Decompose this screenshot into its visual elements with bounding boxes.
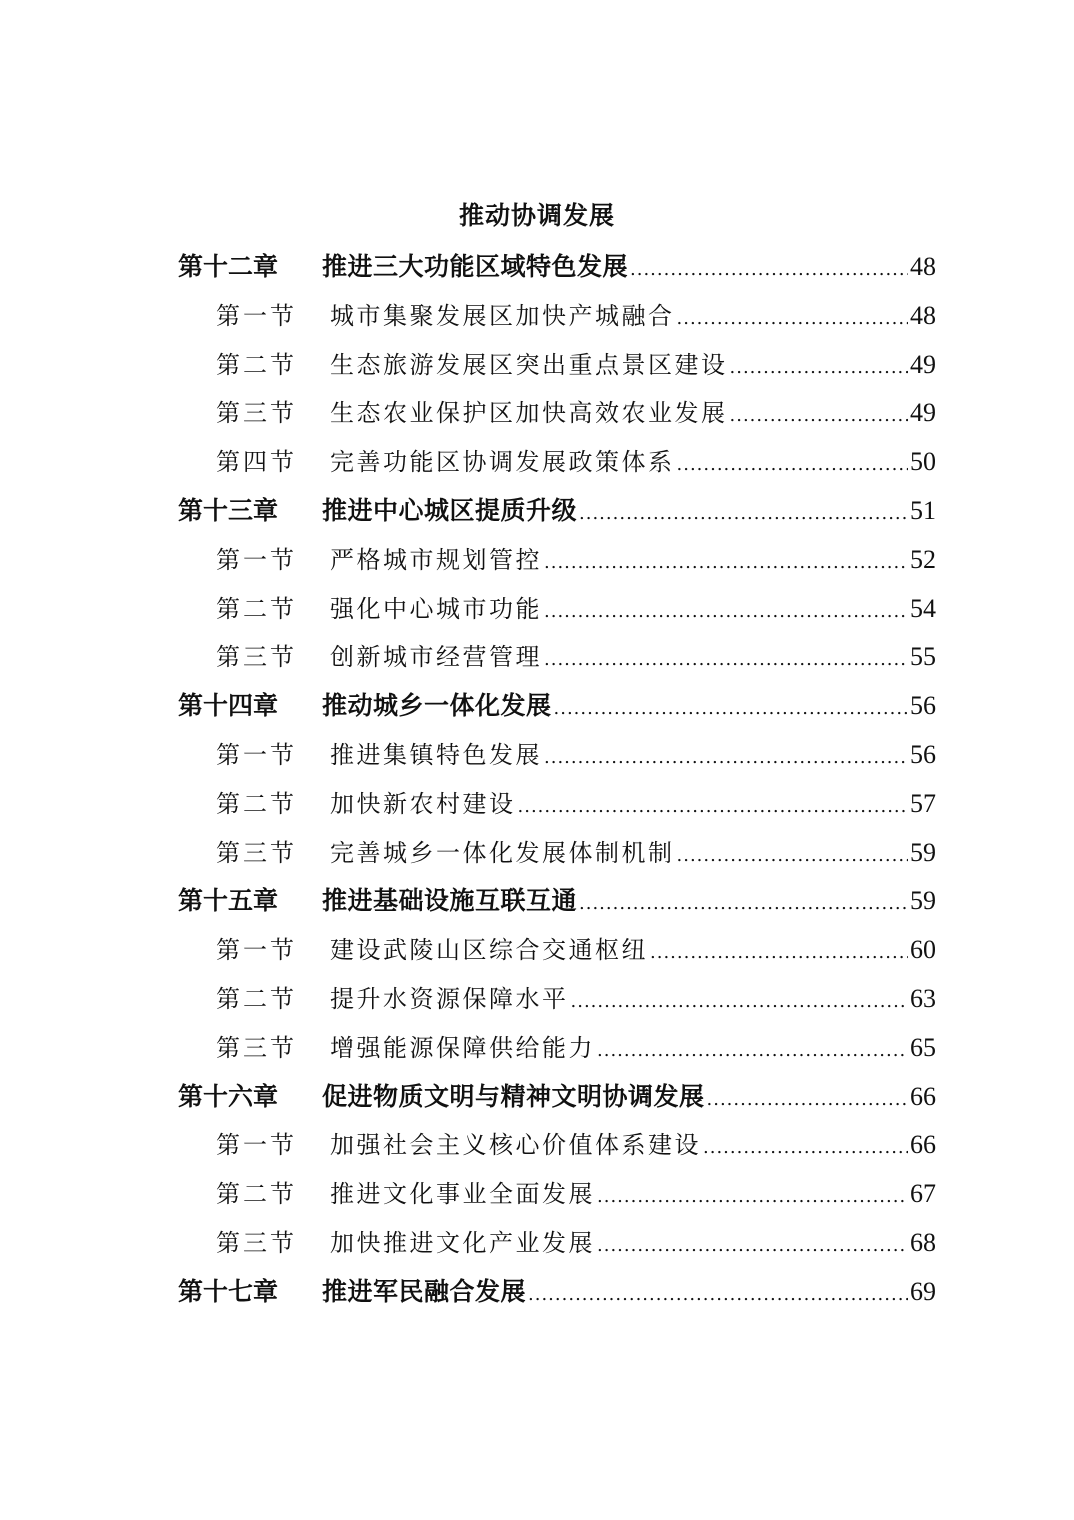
chapter-number: 第十七章 [178,1276,279,1306]
page-number: 48 [910,300,936,330]
page-number: 60 [910,935,936,965]
section-number: 第二节 [216,984,297,1013]
section-title: 加强社会主义核心价值体系建设 [330,1131,701,1160]
toc-section-entry[interactable] [178,1121,936,1170]
chapter-number: 第十四章 [178,691,279,721]
section-number: 第三节 [216,399,297,428]
section-title: 加快推进文化产业发展 [330,1228,595,1257]
toc-section-entry[interactable] [178,292,936,341]
page-number: 63 [910,983,936,1013]
chapter-number: 第十六章 [178,1081,279,1111]
chapter-title: 推进军民融合发展 [322,1276,527,1306]
dot-leader [597,1027,908,1076]
page-number: 48 [910,252,936,281]
dot-leader [677,832,909,881]
section-title: 完善功能区协调发展政策体系 [330,448,675,477]
dot-leader [518,783,909,832]
chapter-number: 第十五章 [178,886,279,916]
toc-chapter-entry[interactable] [178,243,936,292]
page-number: 57 [910,788,936,818]
toc-section-entry[interactable] [178,1024,936,1073]
table-of-contents [178,243,936,1317]
section-title: 生态旅游发展区突出重点景区建设 [330,350,728,379]
page-number: 50 [910,447,936,477]
toc-section-entry[interactable] [178,780,936,829]
dot-leader [677,441,909,490]
chapter-number: 第十三章 [178,495,279,525]
page-number: 67 [910,1179,936,1209]
page-number: 52 [910,544,936,574]
section-title: 提升水资源保障水平 [330,984,569,1013]
chapter-title: 推进中心城区提质升级 [322,495,578,525]
dot-leader [597,1173,908,1222]
dot-leader [650,929,908,978]
toc-chapter-entry[interactable] [178,1073,936,1122]
toc-section-entry[interactable] [178,1170,936,1219]
page-number: 54 [910,593,936,623]
dot-leader [528,1271,908,1320]
page-number: 66 [910,1130,936,1160]
toc-chapter-entry[interactable] [178,682,936,731]
section-number: 第一节 [216,936,297,965]
section-title: 创新城市经营管理 [330,643,542,672]
section-title: 推进文化事业全面发展 [330,1180,595,1209]
section-title: 生态农业保护区加快高效农业发展 [330,399,728,428]
page-number: 49 [910,398,936,428]
toc-section-entry[interactable] [178,341,936,390]
dot-leader [677,295,909,344]
toc-chapter-entry[interactable] [178,1268,936,1317]
page-number: 69 [910,1276,936,1306]
dot-leader [730,344,909,393]
page-number: 56 [910,739,936,769]
page-number: 49 [910,349,936,379]
section-number: 第三节 [216,1033,297,1062]
section-number: 第二节 [216,1180,297,1209]
chapter-title: 推进三大功能区域特色发展 [322,252,629,281]
dot-leader [544,734,908,783]
page-number: 68 [910,1227,936,1257]
dot-leader [597,1222,908,1271]
toc-chapter-entry[interactable] [178,877,936,926]
toc-section-entry[interactable] [178,438,936,487]
dot-leader [544,636,908,685]
section-title: 推进集镇特色发展 [330,740,542,769]
chapter-title: 推进基础设施互联互通 [322,886,578,916]
section-number: 第一节 [216,740,297,769]
page-number: 65 [910,1032,936,1062]
toc-section-entry[interactable] [178,389,936,438]
section-number: 第三节 [216,838,297,867]
section-number: 第四节 [216,448,297,477]
toc-section-entry[interactable] [178,1219,936,1268]
section-title: 建设武陵山区综合交通枢纽 [330,936,648,965]
page-number: 66 [910,1081,936,1111]
page-number: 51 [910,495,936,525]
dot-leader [703,1124,908,1173]
dot-leader [544,588,908,637]
chapter-title: 推动城乡一体化发展 [322,691,552,721]
dot-leader [544,539,908,588]
dot-leader [579,880,908,929]
page-number: 55 [910,642,936,672]
section-title: 加快新农村建设 [330,789,516,818]
toc-section-entry[interactable] [178,731,936,780]
section-title: 完善城乡一体化发展体制机制 [330,838,675,867]
dot-leader [630,246,908,295]
toc-section-entry[interactable] [178,926,936,975]
dot-leader [730,392,909,441]
dot-leader [571,978,909,1027]
section-number: 第二节 [216,350,297,379]
chapter-number: 第十二章 [178,252,279,281]
section-number: 第二节 [216,594,297,623]
chapter-title: 促进物质文明与精神文明协调发展 [322,1081,705,1111]
toc-chapter-entry[interactable] [178,487,936,536]
page-number: 59 [910,886,936,916]
page-number: 56 [910,691,936,721]
toc-section-entry[interactable] [178,975,936,1024]
section-title: 强化中心城市功能 [330,594,542,623]
dot-leader [579,490,908,539]
toc-section-entry[interactable] [178,536,936,585]
toc-section-entry[interactable] [178,829,936,878]
section-title: 严格城市规划管控 [330,545,542,574]
page-number: 59 [910,837,936,867]
section-number: 第三节 [216,643,297,672]
section-number: 第二节 [216,789,297,818]
section-number: 第一节 [216,301,297,330]
toc-section-entry[interactable] [178,585,936,634]
section-title: 增强能源保障供给能力 [330,1033,595,1062]
section-number: 第三节 [216,1228,297,1257]
section-number: 第一节 [216,545,297,574]
section-number: 第一节 [216,1131,297,1160]
dot-leader [554,685,908,734]
section-title: 城市集聚发展区加快产城融合 [330,301,675,330]
dot-leader [707,1076,908,1125]
toc-section-entry[interactable] [178,633,936,682]
part-title: 推动协调发展 [458,201,615,230]
